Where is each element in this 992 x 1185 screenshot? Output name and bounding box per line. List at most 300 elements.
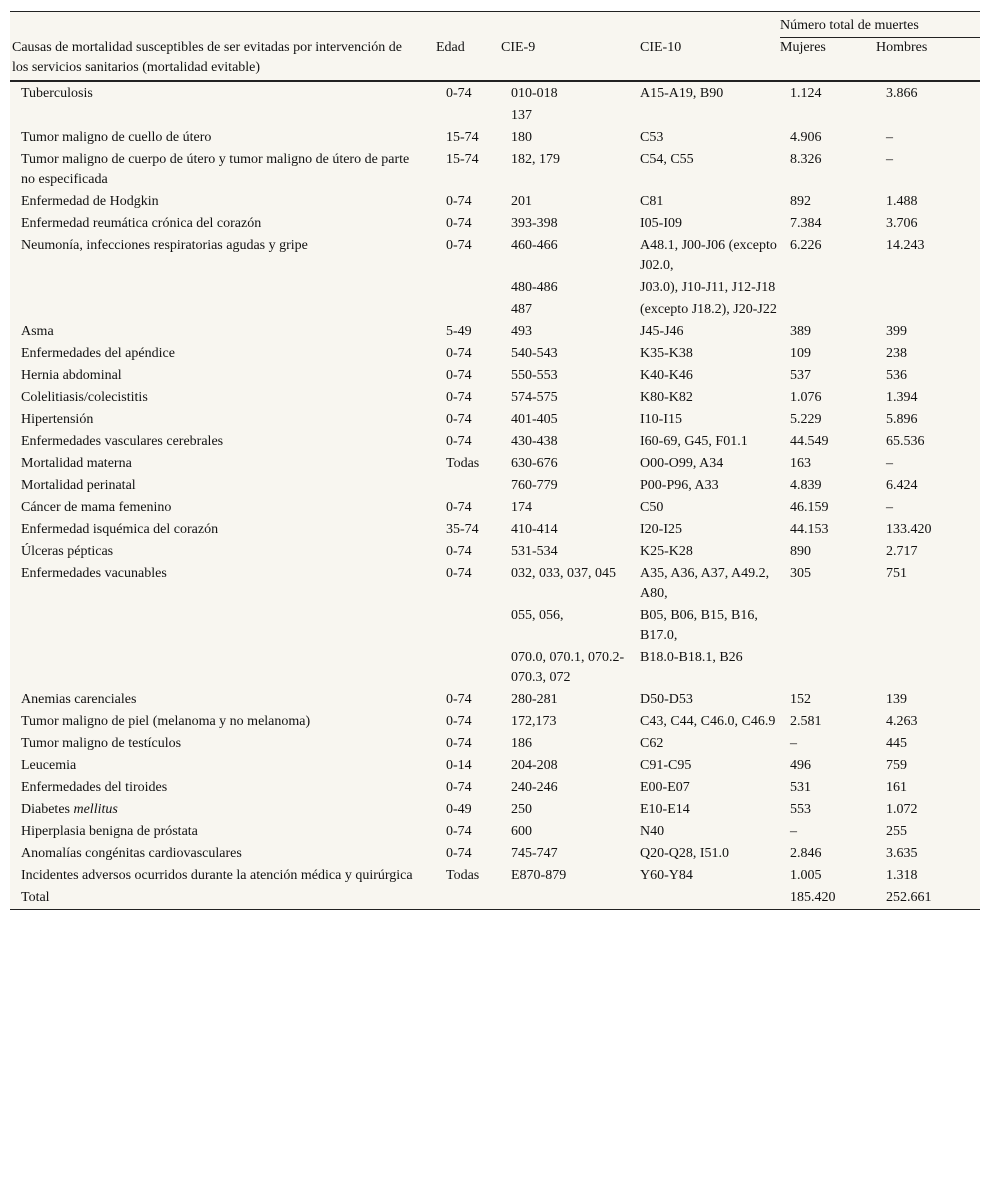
men-deaths-cell-text: 4.263 xyxy=(886,713,918,729)
cie9-cell xyxy=(501,689,640,711)
women-deaths-cell xyxy=(780,689,876,711)
women-deaths-cell xyxy=(780,843,876,865)
table-row xyxy=(10,321,980,343)
age-cell-text: Todas xyxy=(446,455,480,471)
age-cell xyxy=(418,519,501,541)
table-row xyxy=(10,127,980,149)
age-cell xyxy=(418,563,501,605)
cie9-cell-text: 280-281 xyxy=(511,691,558,707)
cie9-cell-text: 487 xyxy=(511,301,532,317)
cie9-cell-text: 480-486 xyxy=(511,279,558,295)
men-deaths-cell xyxy=(876,343,980,365)
men-deaths-cell-text: 536 xyxy=(886,367,907,383)
women-deaths-cell xyxy=(780,777,876,799)
cause-cell xyxy=(10,277,418,299)
men-deaths-cell xyxy=(876,733,980,755)
cie10-cell-text: C91-C95 xyxy=(640,757,692,773)
age-cell-text: 15-74 xyxy=(446,151,479,167)
table-row xyxy=(10,711,980,733)
cie9-cell-text: 550-553 xyxy=(511,367,558,383)
age-cell-text: 0-74 xyxy=(446,845,472,861)
table-row xyxy=(10,689,980,711)
women-deaths-cell xyxy=(780,365,876,387)
women-deaths-cell xyxy=(780,865,876,887)
cie9-cell-text: 630-676 xyxy=(511,455,558,471)
cie10-cell xyxy=(640,647,780,689)
cie10-cell xyxy=(640,365,780,387)
men-deaths-cell xyxy=(876,321,980,343)
men-deaths-cell-text: 759 xyxy=(886,757,907,773)
cause-cell-text: Neumonía, infecciones respiratorias agudas y gripe xyxy=(21,237,308,253)
table-row xyxy=(10,605,980,647)
cie10-cell xyxy=(640,453,780,475)
table-row xyxy=(10,519,980,541)
men-deaths-cell-text: 252.661 xyxy=(886,889,932,905)
cause-cell xyxy=(10,409,418,431)
cause-cell xyxy=(10,191,418,213)
women-deaths-cell-text: 2.846 xyxy=(790,845,822,861)
cie10-cell-text: N40 xyxy=(640,823,665,839)
age-cell xyxy=(418,409,501,431)
age-cell-text: 0-74 xyxy=(446,367,472,383)
cause-cell-text: Enfermedades vasculares cerebrales xyxy=(21,433,224,449)
age-cell xyxy=(418,343,501,365)
men-deaths-cell-text: 3.706 xyxy=(886,215,918,231)
men-deaths-cell-text: 1.488 xyxy=(886,193,918,209)
women-deaths-cell xyxy=(780,497,876,519)
table-row xyxy=(10,81,980,105)
women-deaths-cell xyxy=(780,321,876,343)
cie10-cell-text: C43, C44, C46.0, C46.9 xyxy=(640,713,776,729)
men-deaths-cell-text: 1.394 xyxy=(886,389,918,405)
cie10-cell xyxy=(640,235,780,277)
women-deaths-cell-text: 305 xyxy=(790,565,811,581)
age-cell-text: 0-74 xyxy=(446,215,472,231)
cie10-column-header: CIE-10 xyxy=(640,39,682,55)
men-deaths-cell-text: – xyxy=(886,499,893,515)
cie9-cell xyxy=(501,81,640,105)
age-cell xyxy=(418,541,501,563)
table-row xyxy=(10,191,980,213)
cause-cell-text: Mortalidad perinatal xyxy=(21,477,136,493)
cie10-cell-text: K40-K46 xyxy=(640,367,693,383)
cie10-cell-text: E00-E07 xyxy=(640,779,690,795)
women-deaths-cell xyxy=(780,887,876,910)
cie9-cell xyxy=(501,343,640,365)
table-row xyxy=(10,755,980,777)
women-deaths-cell xyxy=(780,81,876,105)
cie10-cell-text: I20-I25 xyxy=(640,521,682,537)
cie9-cell-text: 055, 056, xyxy=(511,607,564,623)
men-deaths-cell-text: 133.420 xyxy=(886,521,932,537)
age-cell xyxy=(418,799,501,821)
cie9-cell-text: 430-438 xyxy=(511,433,558,449)
table-row xyxy=(10,105,980,127)
men-deaths-cell xyxy=(876,475,980,497)
cie9-cell xyxy=(501,299,640,321)
men-deaths-cell xyxy=(876,647,980,689)
women-deaths-cell-text: 152 xyxy=(790,691,811,707)
cause-cell xyxy=(10,843,418,865)
table-row xyxy=(10,887,980,910)
cie10-cell-text: B05, B06, B15, B16, B17.0, xyxy=(640,607,758,643)
cie10-cell xyxy=(640,321,780,343)
cie10-cell xyxy=(640,887,780,910)
cause-cell xyxy=(10,887,418,910)
cie10-cell-text: J45-J46 xyxy=(640,323,684,339)
cie10-cell xyxy=(640,81,780,105)
cie10-cell xyxy=(640,733,780,755)
cie9-cell xyxy=(501,105,640,127)
cause-cell-text: Mortalidad materna xyxy=(21,455,132,471)
men-deaths-cell xyxy=(876,431,980,453)
cie10-cell-text: O00-O99, A34 xyxy=(640,455,724,471)
cause-cell-text: Enfermedad de Hodgkin xyxy=(21,193,159,209)
men-deaths-cell xyxy=(876,149,980,191)
cause-cell xyxy=(10,321,418,343)
cie9-cell xyxy=(501,191,640,213)
cie9-cell-text: 032, 033, 037, 045 xyxy=(511,565,616,581)
cie10-cell xyxy=(640,299,780,321)
cie10-cell xyxy=(640,149,780,191)
cie10-cell-text: D50-D53 xyxy=(640,691,693,707)
men-deaths-cell xyxy=(876,799,980,821)
cause-cell xyxy=(10,299,418,321)
women-deaths-cell xyxy=(780,105,876,127)
cie9-cell-text: 745-747 xyxy=(511,845,558,861)
men-deaths-cell xyxy=(876,887,980,910)
women-deaths-cell xyxy=(780,755,876,777)
cause-cell xyxy=(10,711,418,733)
men-deaths-cell xyxy=(876,843,980,865)
cie9-cell xyxy=(501,453,640,475)
cie10-cell-text: B18.0-B18.1, B26 xyxy=(640,649,743,665)
age-cell-text: 5-49 xyxy=(446,323,472,339)
women-deaths-cell xyxy=(780,149,876,191)
women-deaths-cell-text: 892 xyxy=(790,193,811,209)
men-deaths-cell-text: 445 xyxy=(886,735,907,751)
men-deaths-cell xyxy=(876,409,980,431)
cie9-cell-text: 540-543 xyxy=(511,345,558,361)
cause-cell-text: Hipertensión xyxy=(21,411,94,427)
women-deaths-cell-text: 4.906 xyxy=(790,129,822,145)
age-cell xyxy=(418,647,501,689)
women-deaths-cell xyxy=(780,475,876,497)
men-deaths-cell xyxy=(876,519,980,541)
men-deaths-cell xyxy=(876,191,980,213)
cie9-cell-text: 574-575 xyxy=(511,389,558,405)
cause-cell xyxy=(10,149,418,191)
women-deaths-cell-text: 44.153 xyxy=(790,521,829,537)
cie9-cell xyxy=(501,711,640,733)
cie10-cell xyxy=(640,563,780,605)
age-cell-text: 0-74 xyxy=(446,543,472,559)
cause-cell-text: Cáncer de mama femenino xyxy=(21,499,172,515)
cause-italic-text: mellitus xyxy=(73,801,118,817)
cause-cell xyxy=(10,497,418,519)
cie10-cell xyxy=(640,541,780,563)
cie9-cell-text: 600 xyxy=(511,823,532,839)
cause-cell-text: Leucemia xyxy=(21,757,77,773)
women-deaths-cell-text: 4.839 xyxy=(790,477,822,493)
table-row xyxy=(10,799,980,821)
cause-cell xyxy=(10,343,418,365)
cie10-cell-text: J03.0), J10-J11, J12-J18 xyxy=(640,279,776,295)
women-deaths-cell xyxy=(780,647,876,689)
women-deaths-cell xyxy=(780,541,876,563)
cie9-cell xyxy=(501,755,640,777)
cie9-cell xyxy=(501,563,640,605)
men-deaths-cell xyxy=(876,453,980,475)
age-cell-text: 0-74 xyxy=(446,823,472,839)
table-row xyxy=(10,541,980,563)
women-deaths-cell-text: 389 xyxy=(790,323,811,339)
women-deaths-cell xyxy=(780,821,876,843)
cie9-cell xyxy=(501,127,640,149)
women-deaths-cell xyxy=(780,409,876,431)
cie9-cell xyxy=(501,149,640,191)
age-cell xyxy=(418,105,501,127)
cie10-cell xyxy=(640,605,780,647)
cie10-cell xyxy=(640,799,780,821)
cause-cell xyxy=(10,365,418,387)
cie9-cell xyxy=(501,321,640,343)
cie10-cell-text: C50 xyxy=(640,499,664,515)
cie9-cell xyxy=(501,497,640,519)
cie9-cell xyxy=(501,365,640,387)
table-row xyxy=(10,149,980,191)
cie10-cell xyxy=(640,387,780,409)
cie9-cell-text: 204-208 xyxy=(511,757,558,773)
table-row xyxy=(10,777,980,799)
cie10-cell-text: A15-A19, B90 xyxy=(640,85,724,101)
table-row xyxy=(10,235,980,277)
women-deaths-cell xyxy=(780,431,876,453)
men-deaths-cell xyxy=(876,711,980,733)
cause-cell xyxy=(10,387,418,409)
cause-cell-text: Diabetes xyxy=(21,801,74,817)
men-deaths-cell-text: – xyxy=(886,455,893,471)
cause-cell-text: Total xyxy=(21,889,50,905)
cie10-cell-text: C81 xyxy=(640,193,664,209)
cie9-cell xyxy=(501,605,640,647)
men-deaths-cell-text: 399 xyxy=(886,323,907,339)
men-deaths-cell xyxy=(876,689,980,711)
men-deaths-cell xyxy=(876,365,980,387)
age-cell xyxy=(418,843,501,865)
cie10-cell-text: C54, C55 xyxy=(640,151,694,167)
table-row xyxy=(10,431,980,453)
deaths-group-header: Número total de muertes xyxy=(780,12,980,38)
age-cell-text: 0-74 xyxy=(446,411,472,427)
cie10-cell xyxy=(640,689,780,711)
cie9-cell xyxy=(501,799,640,821)
women-deaths-cell-text: 109 xyxy=(790,345,811,361)
cie10-cell-text: K35-K38 xyxy=(640,345,693,361)
women-deaths-cell-text: 1.076 xyxy=(790,389,822,405)
age-cell xyxy=(418,821,501,843)
men-deaths-cell xyxy=(876,81,980,105)
cause-cell-text: Enfermedad isquémica del corazón xyxy=(21,521,219,537)
cie9-cell xyxy=(501,733,640,755)
age-cell xyxy=(418,497,501,519)
men-deaths-cell xyxy=(876,127,980,149)
women-deaths-cell xyxy=(780,191,876,213)
cause-cell xyxy=(10,475,418,497)
cie9-cell-text: 201 xyxy=(511,193,532,209)
women-deaths-cell-text: 531 xyxy=(790,779,811,795)
cause-cell xyxy=(10,519,418,541)
cie9-cell xyxy=(501,277,640,299)
table-row xyxy=(10,453,980,475)
women-deaths-cell-text: 163 xyxy=(790,455,811,471)
cause-cell xyxy=(10,563,418,605)
cause-cell-text: Tumor maligno de piel (melanoma y no melanoma) xyxy=(21,713,311,729)
cie10-cell xyxy=(640,519,780,541)
men-deaths-cell-text: 1.318 xyxy=(886,867,918,883)
men-deaths-cell-text: 6.424 xyxy=(886,477,918,493)
women-deaths-cell-text: – xyxy=(790,823,797,839)
cause-cell xyxy=(10,647,418,689)
age-cell xyxy=(418,127,501,149)
cause-cell xyxy=(10,213,418,235)
cie9-cell-text: 410-414 xyxy=(511,521,558,537)
cie10-cell xyxy=(640,821,780,843)
age-cell xyxy=(418,475,501,497)
cause-cell-text: Enfermedades del apéndice xyxy=(21,345,175,361)
avoidable-mortality-table xyxy=(10,11,980,910)
women-deaths-cell-text: 1.124 xyxy=(790,85,822,101)
cie10-cell-text: K25-K28 xyxy=(640,543,693,559)
mortality-table-container xyxy=(10,11,980,910)
men-deaths-cell-text: 14.243 xyxy=(886,237,925,253)
age-cell-text: 0-74 xyxy=(446,389,472,405)
cie9-cell xyxy=(501,213,640,235)
women-deaths-cell xyxy=(780,519,876,541)
men-deaths-cell xyxy=(876,605,980,647)
cie10-cell-text: C53 xyxy=(640,129,664,145)
cause-cell xyxy=(10,605,418,647)
age-cell xyxy=(418,213,501,235)
cause-cell xyxy=(10,799,418,821)
cie9-cell xyxy=(501,409,640,431)
men-deaths-cell xyxy=(876,777,980,799)
cie10-cell-text: I10-I15 xyxy=(640,411,682,427)
age-column-header: Edad xyxy=(436,39,465,55)
cie10-cell xyxy=(640,431,780,453)
cie10-cell xyxy=(640,343,780,365)
age-cell-text: 0-74 xyxy=(446,691,472,707)
women-deaths-cell-text: 5.229 xyxy=(790,411,822,427)
table-header xyxy=(10,12,980,81)
women-column-header: Mujeres xyxy=(780,40,826,55)
men-deaths-cell xyxy=(876,105,980,127)
women-deaths-cell-text: – xyxy=(790,735,797,751)
cie9-cell-text: E870-879 xyxy=(511,867,567,883)
women-deaths-cell-text: 537 xyxy=(790,367,811,383)
age-cell xyxy=(418,711,501,733)
cause-cell xyxy=(10,755,418,777)
cie9-cell-text: 180 xyxy=(511,129,532,145)
men-deaths-cell-text: 3.635 xyxy=(886,845,918,861)
cie9-cell-text: 493 xyxy=(511,323,532,339)
cie10-cell xyxy=(640,277,780,299)
age-cell-text: 0-74 xyxy=(446,345,472,361)
cause-cell xyxy=(10,777,418,799)
women-deaths-cell xyxy=(780,277,876,299)
table-row xyxy=(10,497,980,519)
women-deaths-cell xyxy=(780,605,876,647)
women-deaths-cell-text: 185.420 xyxy=(790,889,836,905)
cie9-cell xyxy=(501,475,640,497)
age-cell xyxy=(418,605,501,647)
cause-cell-text: Enfermedad reumática crónica del corazón xyxy=(21,215,262,231)
cie10-cell-text: Y60-Y84 xyxy=(640,867,693,883)
men-deaths-cell-text: 1.072 xyxy=(886,801,918,817)
age-cell-text: 0-74 xyxy=(446,713,472,729)
cie9-cell-text: 250 xyxy=(511,801,532,817)
men-deaths-cell xyxy=(876,497,980,519)
age-cell xyxy=(418,453,501,475)
age-cell xyxy=(418,365,501,387)
table-row xyxy=(10,821,980,843)
women-deaths-cell-text: 44.549 xyxy=(790,433,829,449)
cie10-cell xyxy=(640,497,780,519)
cause-cell xyxy=(10,127,418,149)
cie9-cell xyxy=(501,431,640,453)
women-deaths-cell-text: 46.159 xyxy=(790,499,829,515)
cie10-cell xyxy=(640,213,780,235)
cie9-cell-text: 137 xyxy=(511,107,532,123)
cie10-cell xyxy=(640,409,780,431)
cause-cell xyxy=(10,81,418,105)
age-cell-text: 0-74 xyxy=(446,193,472,209)
cie9-cell-text: 186 xyxy=(511,735,532,751)
table-row xyxy=(10,733,980,755)
age-cell-text: 0-49 xyxy=(446,801,472,817)
men-deaths-cell xyxy=(876,821,980,843)
age-cell xyxy=(418,387,501,409)
cie9-cell-text: 010-018 xyxy=(511,85,558,101)
table-row xyxy=(10,343,980,365)
cause-cell-text: Colelitiasis/colecistitis xyxy=(21,389,148,405)
cie9-cell xyxy=(501,235,640,277)
cie9-cell xyxy=(501,821,640,843)
cause-cell-text: Asma xyxy=(21,323,54,339)
age-cell-text: Todas xyxy=(446,867,480,883)
women-deaths-cell xyxy=(780,453,876,475)
cie9-cell-text: 070.0, 070.1, 070.2-070.3, 072 xyxy=(511,649,625,685)
table-row xyxy=(10,213,980,235)
table-row xyxy=(10,865,980,887)
cie9-cell xyxy=(501,519,640,541)
table-body xyxy=(10,81,980,910)
cie9-cell-text: 531-534 xyxy=(511,543,558,559)
table-row xyxy=(10,365,980,387)
table-row xyxy=(10,475,980,497)
cie9-cell xyxy=(501,777,640,799)
women-deaths-cell xyxy=(780,299,876,321)
cie9-cell-text: 174 xyxy=(511,499,532,515)
age-cell xyxy=(418,299,501,321)
age-cell xyxy=(418,887,501,910)
age-cell-text: 15-74 xyxy=(446,129,479,145)
table-row xyxy=(10,299,980,321)
men-deaths-cell-text: – xyxy=(886,151,893,167)
age-cell xyxy=(418,81,501,105)
cie10-cell-text: Q20-Q28, I51.0 xyxy=(640,845,730,861)
cie9-cell-text: 393-398 xyxy=(511,215,558,231)
